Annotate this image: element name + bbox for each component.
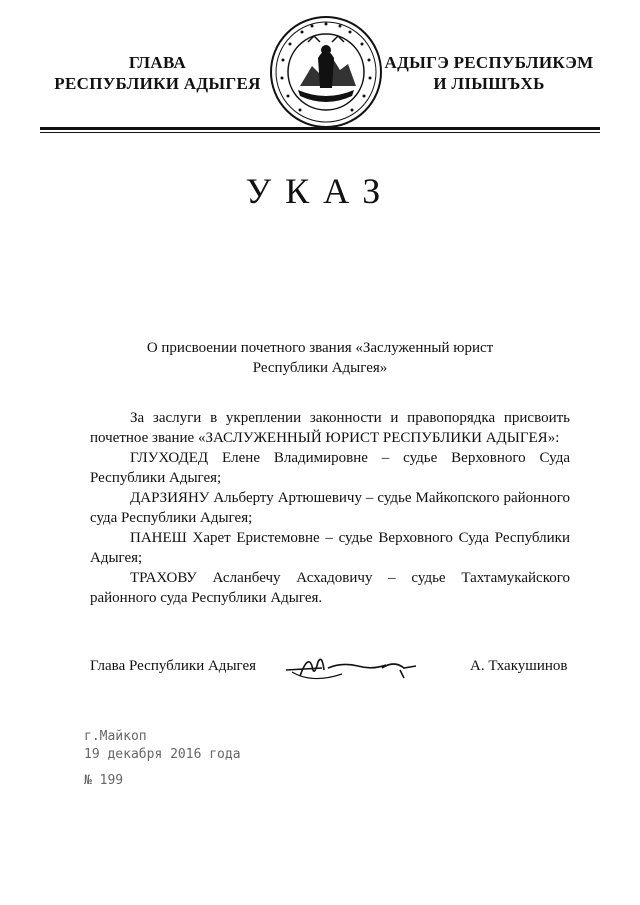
body-paragraph-intro: За заслуги в укреплении законности и правопорядка присвоить почетное звание «ЗАСЛУЖЕННЫЙ ЮРИСТ РЕСПУБЛИКИ АДЫГЕЯ»:: [90, 410, 570, 446]
body-paragraph-awardee: ТРАХОВУ Асланбечу Асхадовичу – судье Тахтамукайского районного суда Республики Адыгея.: [90, 570, 570, 606]
issuer-title-line1: ГЛАВА: [128, 53, 187, 72]
body-paragraph-awardee: ПАНЕШ Харет Еристемовне – судье Верховного Суда Республики Адыгея;: [90, 530, 570, 566]
coat-of-arms-emblem-icon: [268, 14, 384, 130]
document-body: [90, 408, 570, 608]
body-paragraph-awardee: ГЛУХОДЕД Елене Владимировне – судье Верховного Суда Республики Адыгея;: [90, 450, 570, 486]
issuer-title-russian: [40, 52, 275, 94]
issuer-title-adyghe-line2: И ЛІЫШЪХЬ: [433, 74, 545, 93]
issue-date: 19 декабря 2016 года: [84, 747, 241, 762]
issuer-title-line2: РЕСПУБЛИКИ АДЫГЕЯ: [54, 74, 261, 93]
signatory-name: А. Тхакушинов: [470, 658, 568, 674]
header-divider-thin: [40, 132, 600, 133]
document-subject: [120, 338, 520, 378]
subject-line-2: Республики Адыгея»: [252, 360, 388, 376]
body-paragraph-awardee: ДАРЗИЯНУ Альберту Артюшевичу – судье Майкопского районного суда Республики Адыгея;: [90, 490, 570, 526]
header-divider-thick: [40, 127, 600, 130]
signatory-position: Глава Республики Адыгея: [90, 658, 257, 674]
issuer-title-adyghe: [384, 52, 594, 94]
decree-number: № 199: [84, 773, 124, 788]
subject-line-1: О присвоении почетного звания «Заслуженный юрист: [146, 340, 494, 356]
issuer-title-adyghe-line1: АДЫГЭ РЕСПУБЛИКЭМ: [384, 53, 594, 72]
issue-place: г.Майкоп: [84, 729, 147, 744]
document-title: УКАЗ: [245, 171, 395, 211]
handwritten-signature: [282, 648, 422, 688]
